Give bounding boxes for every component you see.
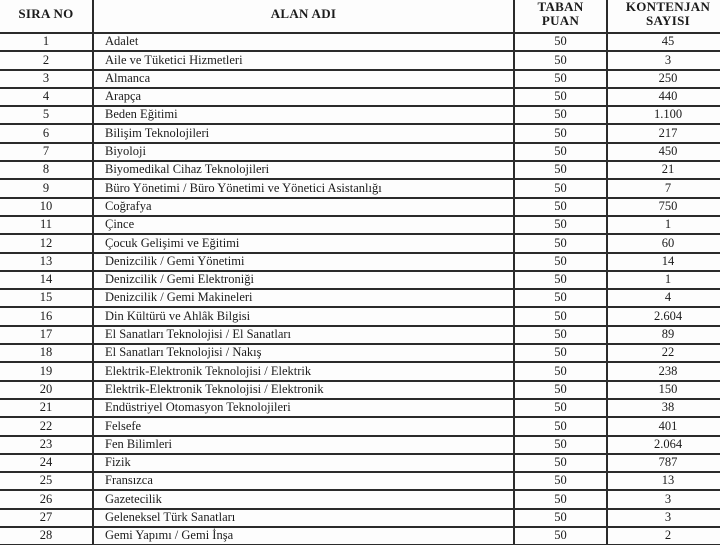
cell-taban-puan: 50 [515,71,608,87]
header-alan-adi-label: ALAN ADI [270,5,337,21]
cell-kontenjan-sayisi: 450 [608,144,720,160]
table-row [0,89,720,107]
cell-taban-puan: 50 [515,180,608,196]
table-row [0,345,720,363]
cell-taban-puan: 50 [515,125,608,141]
cell-kontenjan-sayisi: 150 [608,382,720,398]
cell-taban-puan: 50 [515,327,608,343]
cell-sira-no: 10 [0,199,94,215]
cell-sira-no: 27 [0,510,94,526]
cell-sira-no: 18 [0,345,94,361]
table-row [0,308,720,326]
table-row [0,455,720,473]
cell-alan-adi: Çince [94,217,515,233]
cell-alan-adi: Gazetecilik [94,491,515,507]
cell-sira-no: 23 [0,437,94,453]
header-taban-puan [515,0,608,32]
table-row [0,71,720,89]
cell-sira-no: 5 [0,107,94,123]
cell-taban-puan: 50 [515,107,608,123]
table-row [0,180,720,198]
cell-sira-no: 28 [0,528,94,544]
cell-kontenjan-sayisi: 13 [608,473,720,489]
table-row [0,400,720,418]
header-sira-no [0,0,94,32]
cell-alan-adi: Biyoloji [94,144,515,160]
cell-alan-adi: Fizik [94,455,515,471]
cell-kontenjan-sayisi: 14 [608,254,720,270]
cell-alan-adi: Arapça [94,89,515,105]
table-row [0,437,720,455]
cell-taban-puan: 50 [515,52,608,68]
table-row [0,272,720,290]
cell-sira-no: 13 [0,254,94,270]
cell-sira-no: 25 [0,473,94,489]
cell-alan-adi: Denizcilik / Gemi Elektroniği [94,272,515,288]
table-row [0,491,720,509]
cell-sira-no: 16 [0,308,94,324]
cell-taban-puan: 50 [515,418,608,434]
table-row [0,473,720,491]
cell-sira-no: 15 [0,290,94,306]
header-kontenjan-sayisi [608,0,720,32]
cell-taban-puan: 50 [515,199,608,215]
cell-kontenjan-sayisi: 3 [608,510,720,526]
cell-kontenjan-sayisi: 21 [608,162,720,178]
cell-kontenjan-sayisi: 22 [608,345,720,361]
cell-alan-adi: Felsefe [94,418,515,434]
cell-taban-puan: 50 [515,235,608,251]
cell-alan-adi: Aile ve Tüketici Hizmetleri [94,52,515,68]
cell-sira-no: 12 [0,235,94,251]
cell-sira-no: 22 [0,418,94,434]
header-alan-adi [94,0,515,32]
cell-sira-no: 17 [0,327,94,343]
cell-sira-no: 24 [0,455,94,471]
cell-kontenjan-sayisi: 2.604 [608,308,720,324]
cell-alan-adi: Fransızca [94,473,515,489]
cell-sira-no: 9 [0,180,94,196]
table-row [0,510,720,528]
cell-alan-adi: Endüstriyel Otomasyon Teknolojileri [94,400,515,416]
cell-sira-no: 14 [0,272,94,288]
table-row [0,418,720,436]
cell-kontenjan-sayisi: 238 [608,363,720,379]
cell-kontenjan-sayisi: 38 [608,400,720,416]
cell-kontenjan-sayisi: 89 [608,327,720,343]
header-sira-no-label: SIRA NO [18,5,74,21]
cell-sira-no: 2 [0,52,94,68]
cell-sira-no: 26 [0,491,94,507]
table-row [0,199,720,217]
cell-alan-adi: Büro Yönetimi / Büro Yönetimi ve Yönetici Asistanlığı [94,180,515,196]
cell-taban-puan: 50 [515,144,608,160]
cell-alan-adi: Biyomedikal Cihaz Teknolojileri [94,162,515,178]
cell-taban-puan: 50 [515,34,608,50]
cell-sira-no: 6 [0,125,94,141]
table-row [0,144,720,162]
table-row [0,217,720,235]
cell-kontenjan-sayisi: 401 [608,418,720,434]
cell-taban-puan: 50 [515,217,608,233]
cell-kontenjan-sayisi: 1 [608,272,720,288]
cell-sira-no: 7 [0,144,94,160]
cell-taban-puan: 50 [515,473,608,489]
table-row [0,235,720,253]
cell-kontenjan-sayisi: 3 [608,52,720,68]
cell-kontenjan-sayisi: 7 [608,180,720,196]
cell-taban-puan: 50 [515,254,608,270]
table-row [0,327,720,345]
table-body [0,34,720,545]
cell-kontenjan-sayisi: 217 [608,125,720,141]
cell-alan-adi: Coğrafya [94,199,515,215]
table-row [0,107,720,125]
cell-sira-no: 21 [0,400,94,416]
cell-taban-puan: 50 [515,345,608,361]
cell-alan-adi: Adalet [94,34,515,50]
cell-kontenjan-sayisi: 250 [608,71,720,87]
cell-kontenjan-sayisi: 45 [608,34,720,50]
cell-taban-puan: 50 [515,272,608,288]
cell-taban-puan: 50 [515,382,608,398]
cell-alan-adi: Elektrik-Elektronik Teknolojisi / Elektronik [94,382,515,398]
cell-sira-no: 20 [0,382,94,398]
cell-sira-no: 3 [0,71,94,87]
cell-sira-no: 19 [0,363,94,379]
cell-alan-adi: Almanca [94,71,515,87]
cell-kontenjan-sayisi: 1.100 [608,107,720,123]
cell-alan-adi: Elektrik-Elektronik Teknolojisi / Elektrik [94,363,515,379]
cell-kontenjan-sayisi: 787 [608,455,720,471]
cell-taban-puan: 50 [515,89,608,105]
cell-taban-puan: 50 [515,363,608,379]
cell-alan-adi: Din Kültürü ve Ahlâk Bilgisi [94,308,515,324]
cell-sira-no: 4 [0,89,94,105]
cell-alan-adi: Çocuk Gelişimi ve Eğitimi [94,235,515,251]
cell-alan-adi: El Sanatları Teknolojisi / Nakış [94,345,515,361]
cell-kontenjan-sayisi: 3 [608,491,720,507]
cell-alan-adi: Bilişim Teknolojileri [94,125,515,141]
cell-taban-puan: 50 [515,528,608,544]
cell-taban-puan: 50 [515,400,608,416]
table-row [0,52,720,70]
cell-kontenjan-sayisi: 1 [608,217,720,233]
cell-alan-adi: Beden Eğitimi [94,107,515,123]
cell-sira-no: 1 [0,34,94,50]
cell-alan-adi: El Sanatları Teknolojisi / El Sanatları [94,327,515,343]
cell-kontenjan-sayisi: 750 [608,199,720,215]
table-row [0,34,720,52]
cell-kontenjan-sayisi: 2 [608,528,720,544]
cell-sira-no: 11 [0,217,94,233]
table-row [0,290,720,308]
table-row [0,254,720,272]
table-row [0,162,720,180]
cell-alan-adi: Fen Bilimleri [94,437,515,453]
cell-taban-puan: 50 [515,437,608,453]
cell-alan-adi: Gemi Yapımı / Gemi İnşa [94,528,515,544]
cell-taban-puan: 50 [515,455,608,471]
cell-taban-puan: 50 [515,510,608,526]
table-header-row [0,0,720,34]
cell-sira-no: 8 [0,162,94,178]
cell-alan-adi: Geleneksel Türk Sanatları [94,510,515,526]
cell-taban-puan: 50 [515,162,608,178]
table-row [0,125,720,143]
header-taban-puan-label: TABAN PUAN [537,0,584,28]
table-row [0,363,720,381]
cell-alan-adi: Denizcilik / Gemi Makineleri [94,290,515,306]
cell-taban-puan: 50 [515,308,608,324]
cell-kontenjan-sayisi: 60 [608,235,720,251]
cell-kontenjan-sayisi: 2.064 [608,437,720,453]
table-row [0,528,720,545]
header-kontenjan-sayisi-label: KONTENJAN SAYISI [625,0,711,28]
cell-taban-puan: 50 [515,491,608,507]
table-row [0,382,720,400]
cell-kontenjan-sayisi: 4 [608,290,720,306]
cell-alan-adi: Denizcilik / Gemi Yönetimi [94,254,515,270]
cell-kontenjan-sayisi: 440 [608,89,720,105]
cell-taban-puan: 50 [515,290,608,306]
